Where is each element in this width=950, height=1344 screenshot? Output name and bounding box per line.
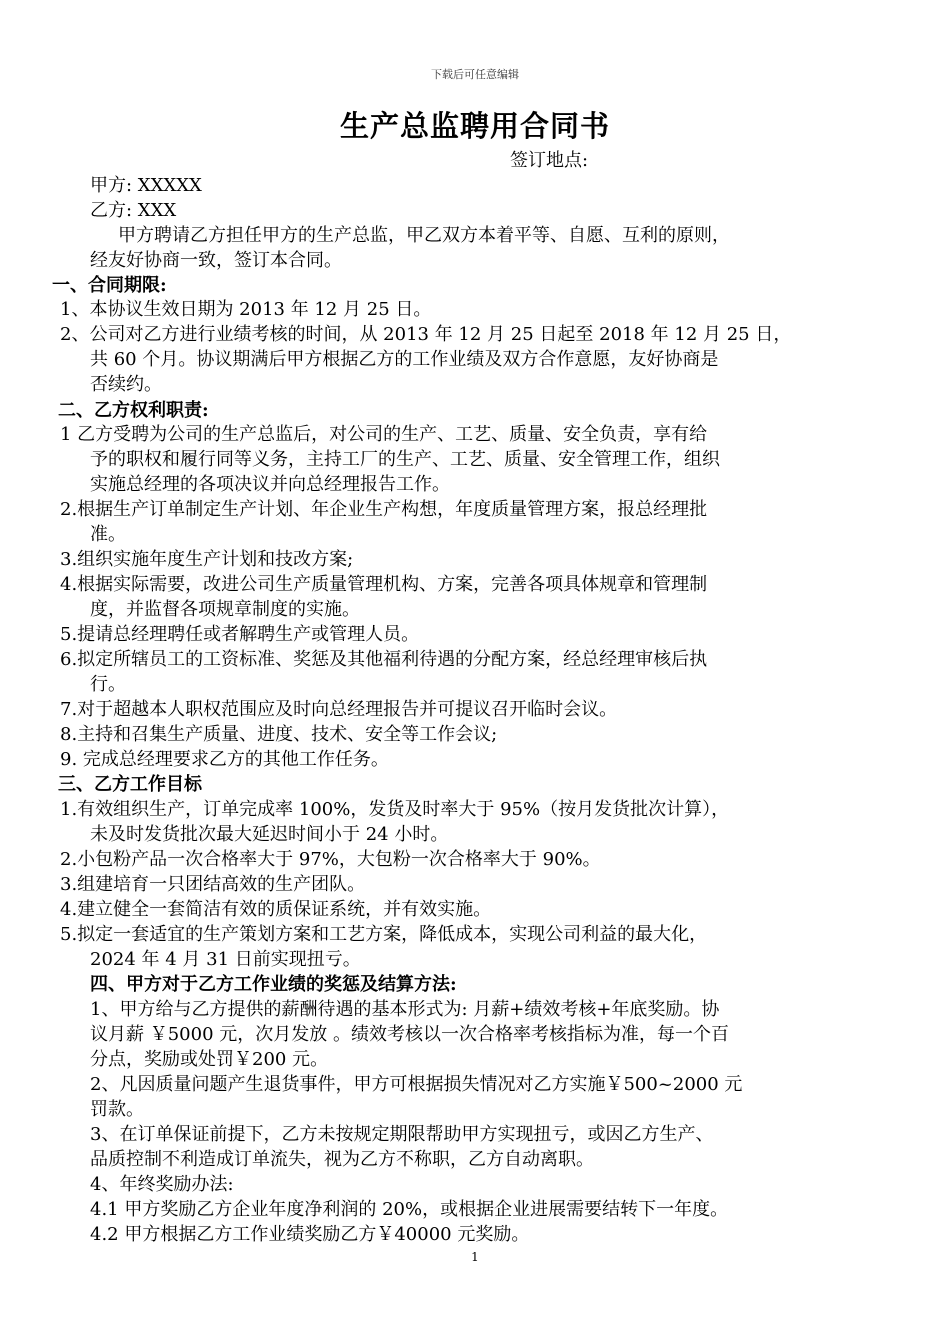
section-heading: 三、乙方工作目标 bbox=[58, 774, 202, 795]
section-heading: 二、乙方权利职责: bbox=[58, 400, 209, 421]
party-a: 甲方: XXXXX bbox=[90, 175, 202, 196]
clause-line: 3、在订单保证前提下，乙方未按规定期限帮助甲方实现扭亏，或因乙方生产、 bbox=[90, 1124, 714, 1145]
sign-place: 签订地点: bbox=[510, 150, 589, 171]
intro-line: 甲方聘请乙方担任甲方的生产总监，甲乙双方本着平等、自愿、互利的原则， bbox=[118, 225, 730, 246]
clause-line: 3.组建培育一只团结高效的生产团队。 bbox=[60, 874, 366, 895]
party-b: 乙方: XXX bbox=[90, 200, 177, 221]
clause-line: 1、甲方给与乙方提供的薪酬待遇的基本形式为: 月薪+绩效考核+年底奖励。协 bbox=[90, 999, 720, 1020]
clause-line: 4.根据实际需要，改进公司生产质量管理机构、方案，完善各项具体规章和管理制 bbox=[60, 574, 708, 595]
clause-line: 9. 完成总经理要求乙方的其他工作任务。 bbox=[60, 749, 389, 770]
clause-line: 共 60 个月。协议期满后甲方根据乙方的工作业绩及双方合作意愿，友好协商是 bbox=[90, 349, 719, 370]
clause-line: 5.拟定一套适宜的生产策划方案和工艺方案，降低成本，实现公司利益的最大化， bbox=[60, 924, 708, 945]
clause-line: 2024 年 4 月 31 日前实现扭亏。 bbox=[90, 949, 361, 970]
clause-line: 6.拟定所辖员工的工资标准、奖惩及其他福利待遇的分配方案，经总经理审核后执 bbox=[60, 649, 708, 670]
clause-line: 准。 bbox=[90, 524, 126, 545]
clause-line: 否续约。 bbox=[90, 374, 162, 395]
clause-line: 度，并监督各项规章制度的实施。 bbox=[90, 599, 360, 620]
clause-line: 品质控制不利造成订单流失，视为乙方不称职，乙方自动离职。 bbox=[90, 1149, 594, 1170]
clause-line: 5.提请总经理聘任或者解聘生产或管理人员。 bbox=[60, 624, 420, 645]
clause-line: 2、凡因质量问题产生退货事件，甲方可根据损失情况对乙方实施￥500~2000 元 bbox=[90, 1074, 743, 1095]
section-heading: 一、合同期限: bbox=[52, 275, 167, 296]
clause-line: 3.组织实施年度生产计划和技改方案; bbox=[60, 549, 354, 570]
clause-line: 7.对于超越本人职权范围应及时向总经理报告并可提议召开临时会议。 bbox=[60, 699, 618, 720]
clause-line: 4.建立健全一套简洁有效的质保证系统，并有效实施。 bbox=[60, 899, 492, 920]
clause-line: 1、本协议生效日期为 2013 年 12 月 25 日。 bbox=[60, 299, 432, 320]
clause-line: 1 乙方受聘为公司的生产总监后，对公司的生产、工艺、质量、安全负责，享有给 bbox=[60, 424, 708, 445]
clause-line: 行。 bbox=[90, 674, 126, 695]
clause-line: 罚款。 bbox=[90, 1099, 144, 1120]
clause-line: 4.2 甲方根据乙方工作业绩奖励乙方￥40000 元奖励。 bbox=[90, 1224, 530, 1245]
clause-line: 实施总经理的各项决议并向总经理报告工作。 bbox=[90, 474, 450, 495]
intro-line: 经友好协商一致，签订本合同。 bbox=[90, 250, 342, 271]
clause-line: 4.1 甲方奖励乙方企业年度净利润的 20%，或根据企业进展需要结转下一年度。 bbox=[90, 1199, 729, 1220]
clause-line: 未及时发货批次最大延迟时间小于 24 小时。 bbox=[90, 824, 449, 845]
clause-line: 8.主持和召集生产质量、进度、技术、安全等工作会议; bbox=[60, 724, 498, 745]
page-number: 1 bbox=[471, 1250, 479, 1264]
section-heading: 四、甲方对于乙方工作业绩的奖惩及结算方法: bbox=[90, 974, 457, 995]
clause-line: 2.小包粉产品一次合格率大于 97%，大包粉一次合格率大于 90%。 bbox=[60, 849, 601, 870]
clause-line: 2、公司对乙方进行业绩考核的时间，从 2013 年 12 月 25 日起至 2018 年 12 月 25 日， bbox=[60, 324, 792, 345]
clause-line: 予的职权和履行同等义务，主持工厂的生产、工艺、质量、安全管理工作，组织 bbox=[90, 449, 720, 470]
page-title: 生产总监聘用合同书 bbox=[339, 109, 610, 143]
clause-line: 分点，奖励或处罚￥200 元。 bbox=[90, 1049, 329, 1070]
clause-line: 议月薪 ￥5000 元，次月发放 。绩效考核以一次合格率考核指标为准，每一个百 bbox=[90, 1024, 729, 1045]
clause-line: 1.有效组织生产，订单完成率 100%，发货及时率大于 95%（按月发货批次计算）， bbox=[60, 799, 730, 820]
clause-line: 4、年终奖励办法: bbox=[90, 1174, 234, 1195]
clause-line: 2.根据生产订单制定生产计划、年企业生产构想，年度质量管理方案，报总经理批 bbox=[60, 499, 708, 520]
header-note: 下载后可任意编辑 bbox=[431, 68, 519, 81]
